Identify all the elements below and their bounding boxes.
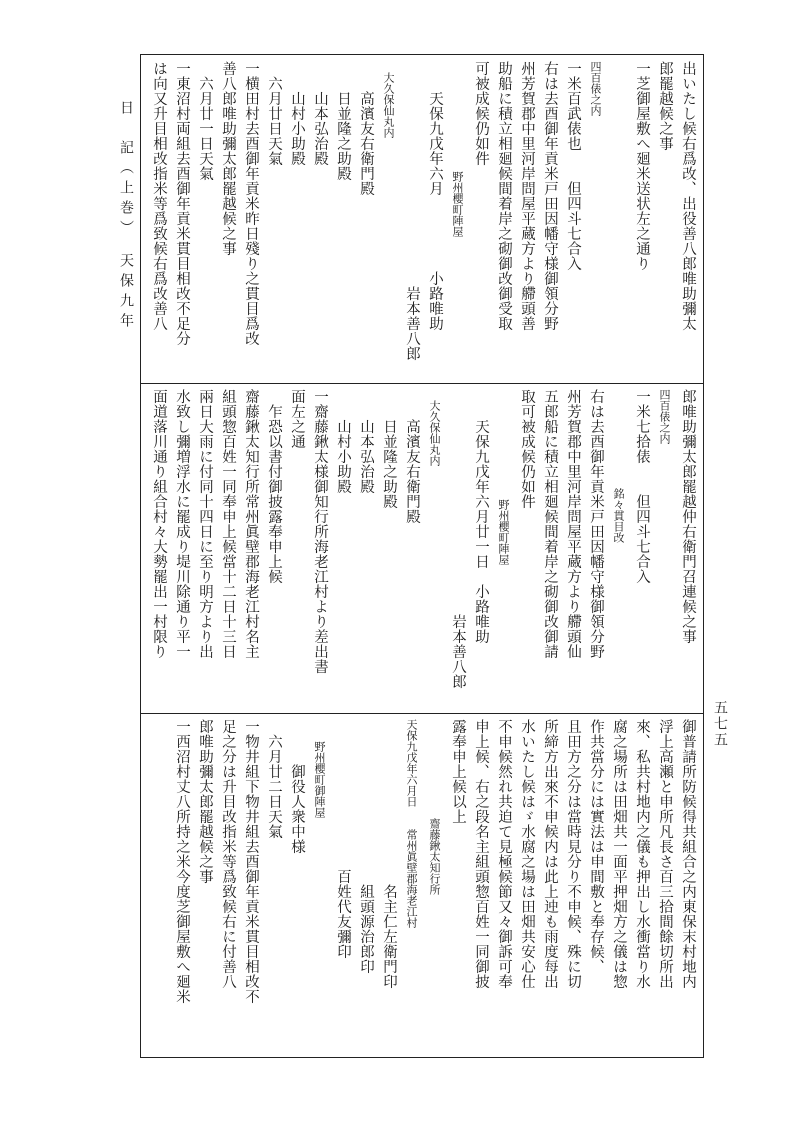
text-column: 郎罷越候之事 <box>657 61 673 151</box>
text-column: 百姓代友彌印 <box>335 719 351 959</box>
text-column: 兩日大雨に付同十四日に至り明方より出 <box>197 389 213 659</box>
text-column: 野州櫻町陣屋 <box>451 61 464 237</box>
text-column: 一米百武俵也 但四斗七合入 <box>565 61 581 271</box>
text-column: 一米七拾俵 但四斗七合入 <box>634 389 650 584</box>
text-column: 組頭惣百姓一同奉申上候當十二日十三日 <box>220 389 236 659</box>
section-divider <box>141 383 703 384</box>
text-column: 水いたし候はゞ水腐之場は田畑共安心仕 <box>519 719 535 989</box>
text-column: は向又升目相改指米等爲致候右爲改善八 <box>151 61 167 331</box>
text-column: 高濱友右衛門殿 <box>404 389 420 524</box>
text-column: 山本弘治殿 <box>358 389 374 494</box>
text-column: 野州櫻町陣屋 <box>497 389 510 565</box>
text-column: 申上候、右之段名主組頭惣百姓一同御披 <box>473 719 489 989</box>
text-column: 天保九戊年六月廿一日 小路唯助 <box>473 389 489 644</box>
text-column: 山村小助殿 <box>289 61 305 166</box>
text-column: 露奉申上候以上 <box>450 719 466 824</box>
section-middle <box>147 389 697 705</box>
text-column: 郎唯助彌太郎罷越候之事 <box>197 719 213 884</box>
text-column: 足之分は升目改指米等爲致候右に付善八 <box>220 719 236 989</box>
text-column: 六月廿二日天氣 <box>266 719 282 839</box>
page-frame <box>140 54 704 1058</box>
section-top <box>147 61 697 377</box>
text-column: 右は去酉御年貢米戸田因幡守様御領分野 <box>588 389 604 659</box>
text-column <box>609 61 628 377</box>
text-column: 所締方出來不申候内は此上迚も雨度每出 <box>542 719 558 989</box>
text-column: 大久保仙丸内 <box>382 61 395 138</box>
text-column: 四百俵之内 <box>589 61 602 116</box>
text-column: 御普請所防候得共組合之内東保末村地内 <box>680 719 696 989</box>
section-divider <box>141 713 703 714</box>
text-column: 右は去酉御年貢米戸田因幡守様御領分野 <box>542 61 558 331</box>
text-column: 作共當分には實法は申間敷と奉存候、 <box>588 719 604 974</box>
section-bottom <box>147 719 697 1051</box>
text-column: 日並隆之助殿 <box>381 389 397 509</box>
text-column: 可被成候仍如件 <box>473 61 489 166</box>
text-column: 浮上高瀬と申所凡長さ百三拾間餘切所出 <box>657 719 673 989</box>
text-column: 名主仁左衛門印 <box>381 719 397 989</box>
text-column: 六月廿日天氣 <box>266 61 282 166</box>
text-column: 齋藤鍬太知行所常州眞壁郡海老江村名主 <box>243 389 259 659</box>
text-column: 五郎船に積立相廻候間着岸之砌御改御請 <box>542 389 558 659</box>
text-column: 不申候然れ共迫て見極候節又々御訴可奉 <box>496 719 512 989</box>
text-column: 面左之通 <box>289 389 305 449</box>
text-column: 御役人衆中様 <box>289 719 305 854</box>
text-column: 高濱友右衛門殿 <box>358 61 374 196</box>
text-column: 組頭源治郎印 <box>358 719 374 974</box>
text-column: 一東沼村両組去酉御年貢米貫目相改不足分 <box>174 61 190 346</box>
text-column: 腐之場所は田畑共一面平押畑方之儀は惣 <box>611 719 627 989</box>
text-column: 山本弘治殿 <box>312 61 328 166</box>
text-column: 一齋藤鍬太様御知行所海老江村より差出書 <box>312 389 328 674</box>
text-column: 出いたし候右爲改、出役善八郎唯助彌太 <box>680 61 696 331</box>
text-column: 野州櫻町御陣屋 <box>313 719 326 818</box>
text-column: 天保九戊年六月日 常州眞壁郡海老江村 <box>405 719 418 928</box>
text-column: 岩本善八郎 <box>450 389 466 689</box>
text-column: 六月廿一日天氣 <box>197 61 213 181</box>
running-head: 日 記（上巻） 天保九年 <box>118 100 134 333</box>
text-column: 且田方之分は當時見分り不申候、殊に切 <box>565 719 581 989</box>
text-column: 銘々貫目改 <box>612 389 625 543</box>
text-column: 日並隆之助殿 <box>335 61 351 181</box>
text-column: 一横田村去酉御年貢米昨日殘り之貫目爲改 <box>243 61 259 346</box>
page-number: 五七五 <box>712 700 728 748</box>
text-column: 一物井組下物井組去酉御年貢米貫目相改不 <box>243 719 259 1004</box>
text-column: 一芝御屋敷へ廻米送状左之通り <box>634 61 650 271</box>
text-column: 四百俵之内 <box>658 389 671 444</box>
text-column: 善八郎唯助彌太郎罷越候之事 <box>220 61 236 256</box>
text-column: 水致し彌増浮水に罷成り堤川除通り平一 <box>174 389 190 659</box>
text-column: 助船に積立相廻候間着岸之砌御改御受取 <box>496 61 512 331</box>
text-column: 面道落川通り組合村々大勢罷出一村限り <box>151 389 167 659</box>
text-column: 乍恐以書付御披露奉申上候 <box>266 389 282 584</box>
text-column: 大久保仙丸内 <box>428 389 441 466</box>
text-column: 來、私共村地内之儀も押出し水衝當り水 <box>634 719 650 989</box>
text-column: 取可被成候仍如件 <box>519 389 535 509</box>
text-column: 州芳賀郡中里河岸問屋平蔵方より艜頭仙 <box>565 389 581 659</box>
text-column: 一西沼村丈八所持之米今度芝御屋敷へ廻米 <box>174 719 190 1004</box>
text-column: 齋藤鍬太知行所 <box>428 719 441 895</box>
text-column: 郎唯助彌太郎罷越仲右衛門召連候之事 <box>680 389 696 644</box>
text-column: 天保九戊年六月 小路唯助 <box>427 61 443 331</box>
text-column: 州芳賀郡中里河岸問屋平蔵方より艜頭善 <box>519 61 535 331</box>
text-column: 山村小助殿 <box>335 389 351 494</box>
text-column: 岩本善八郎 <box>404 61 420 361</box>
